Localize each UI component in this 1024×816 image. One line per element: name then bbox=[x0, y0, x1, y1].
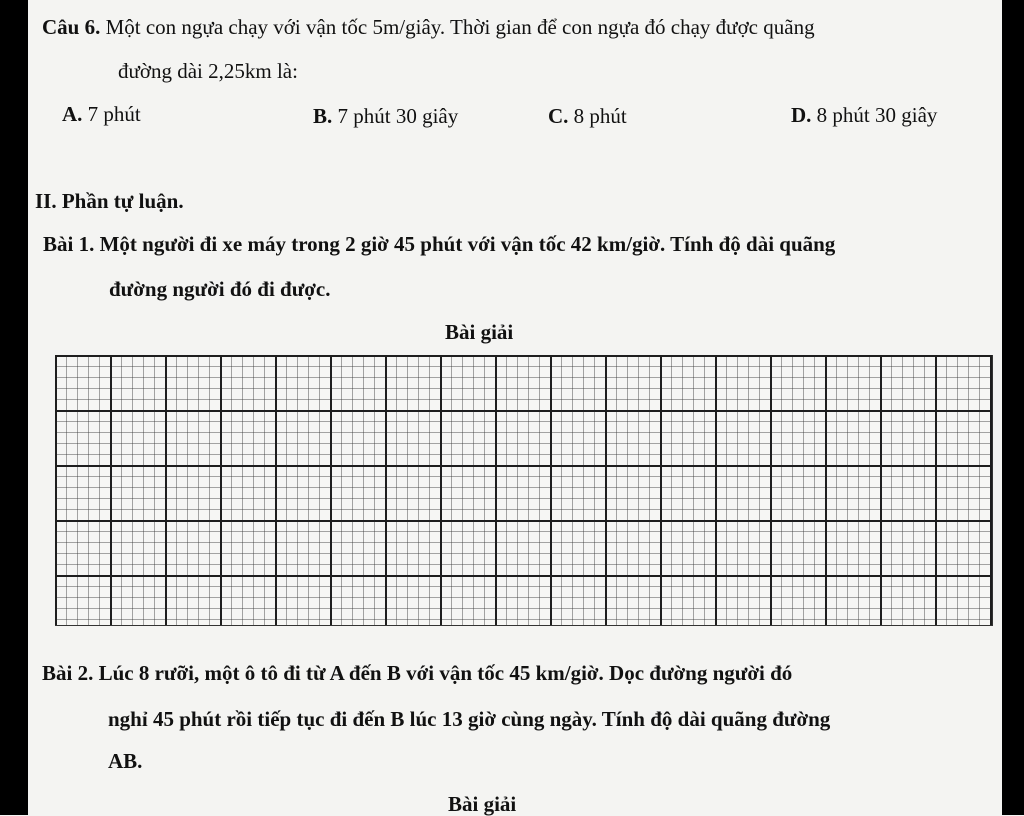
exercise-1-label: Bài 1. bbox=[43, 232, 95, 256]
exercise-2-line1 bbox=[42, 663, 792, 684]
question-6-label: Câu 6. bbox=[42, 15, 101, 39]
exercise-2-line3: AB. bbox=[108, 749, 143, 773]
option-b-letter: B. bbox=[313, 104, 333, 128]
option-b bbox=[313, 106, 458, 127]
exercise-1-line1 bbox=[43, 234, 835, 255]
option-d-letter: D. bbox=[791, 103, 812, 127]
exercise-2-label: Bài 2. bbox=[42, 661, 94, 685]
option-d bbox=[791, 105, 937, 126]
option-a-letter: A. bbox=[62, 102, 83, 126]
option-a-text: 7 phút bbox=[87, 102, 141, 126]
answer-grid[interactable] bbox=[55, 355, 993, 626]
question-6-line1 bbox=[42, 17, 815, 38]
exercise-2-text: Lúc 8 rưỡi, một ô tô đi từ A đến B với vận tốc 45 km/giờ. Dọc đường người đó bbox=[98, 661, 793, 685]
option-c-letter: C. bbox=[548, 104, 569, 128]
option-d-text: 8 phút 30 giây bbox=[816, 103, 938, 127]
exercise-1-text: Một người đi xe máy trong 2 giờ 45 phút với vận tốc 42 km/giờ. Tính độ dài quãng bbox=[99, 232, 836, 256]
section-2-heading: II. Phần tự luận. bbox=[35, 189, 184, 213]
exercise-2-line2: nghỉ 45 phút rồi tiếp tục đi đến B lúc 13 giờ cùng ngày. Tính độ dài quãng đường bbox=[108, 707, 831, 731]
question-6-line2: đường dài 2,25km là: bbox=[118, 59, 298, 83]
scan-border-right bbox=[1002, 0, 1024, 815]
exercise-2-solution-heading: Bài giải bbox=[448, 792, 517, 816]
scan-border-left bbox=[0, 0, 28, 815]
question-6-text: Một con ngựa chạy với vận tốc 5m/giây. Thời gian để con ngựa đó chạy được quãng bbox=[105, 15, 815, 39]
option-b-text: 7 phút 30 giây bbox=[337, 104, 459, 128]
option-c bbox=[548, 106, 627, 127]
exercise-1-line2: đường người đó đi được. bbox=[109, 277, 331, 301]
option-a bbox=[62, 104, 141, 125]
exercise-1-solution-heading: Bài giải bbox=[445, 320, 514, 344]
option-c-text: 8 phút bbox=[573, 104, 627, 128]
